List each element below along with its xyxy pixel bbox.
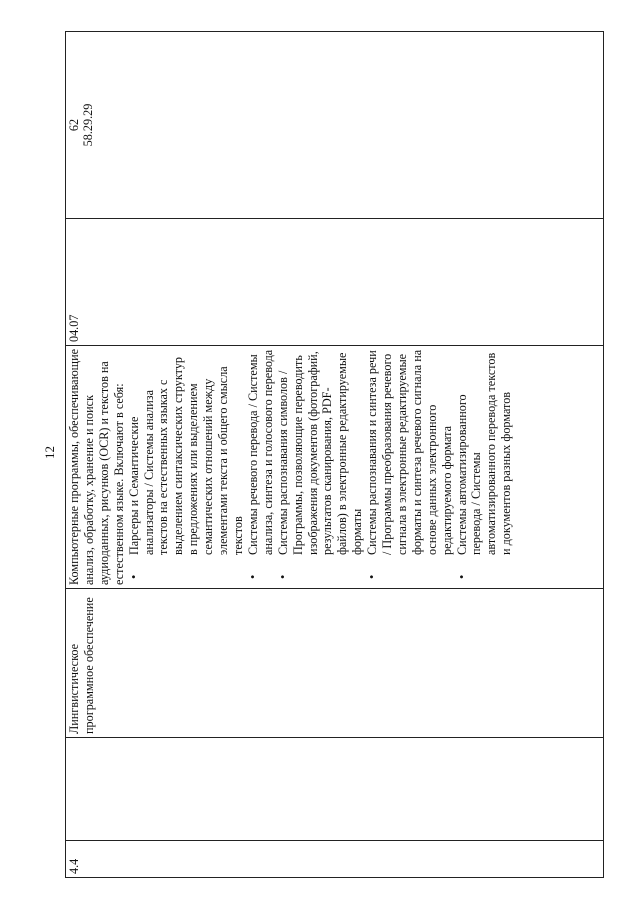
page-number: 12 <box>42 446 57 459</box>
list-item: • Парсеры и Семантические анализаторы / Системы анализа текстов на естественных языках с выделением синтаксических структур в предложениях или выделением семантических отношений между элементами текста и общего смысла текстов <box>127 349 246 555</box>
description-bullet-list <box>127 349 515 585</box>
row-number-cell: 4.4 <box>66 841 604 878</box>
code-cell-2 <box>66 32 604 219</box>
list-item: • Системы распознавания и синтеза речи / Программы преобразования речевого сигнала в электронные редактируемые форматы и синтеза речевого сигнала на основе данных электронного редактируемого формата <box>365 349 454 555</box>
list-item: • Системы речевого перевода / Системы анализа, синтеза и голосового перевода <box>246 349 276 555</box>
description-cell <box>66 346 604 589</box>
list-item: • Системы распознавания символов / Программы, позволяющие переводить изображения документов (фотографий, результатов сканирования, PDF-файлов) в электронные редактируемые форматы <box>276 349 365 555</box>
list-item: • Системы автоматизированного перевода / Системы автоматизированного перевода текстов и документов разных форматов <box>455 349 515 555</box>
empty-cell <box>66 738 604 841</box>
code-cell-1: 04.07 <box>66 219 604 346</box>
description-intro: Компьютерные программы, обеспечивающие анализ, обработку, хранение и поиск аудиоданных, рисунков (OCR) и текстов на естественном языке. Включают в себя: <box>67 349 126 585</box>
table-row <box>66 32 604 878</box>
code-line: 58.29.29 <box>81 103 95 147</box>
code-line: 62 <box>67 118 81 132</box>
category-cell: Лингвистическое программное обеспечение <box>66 589 604 738</box>
classification-table <box>65 31 604 878</box>
